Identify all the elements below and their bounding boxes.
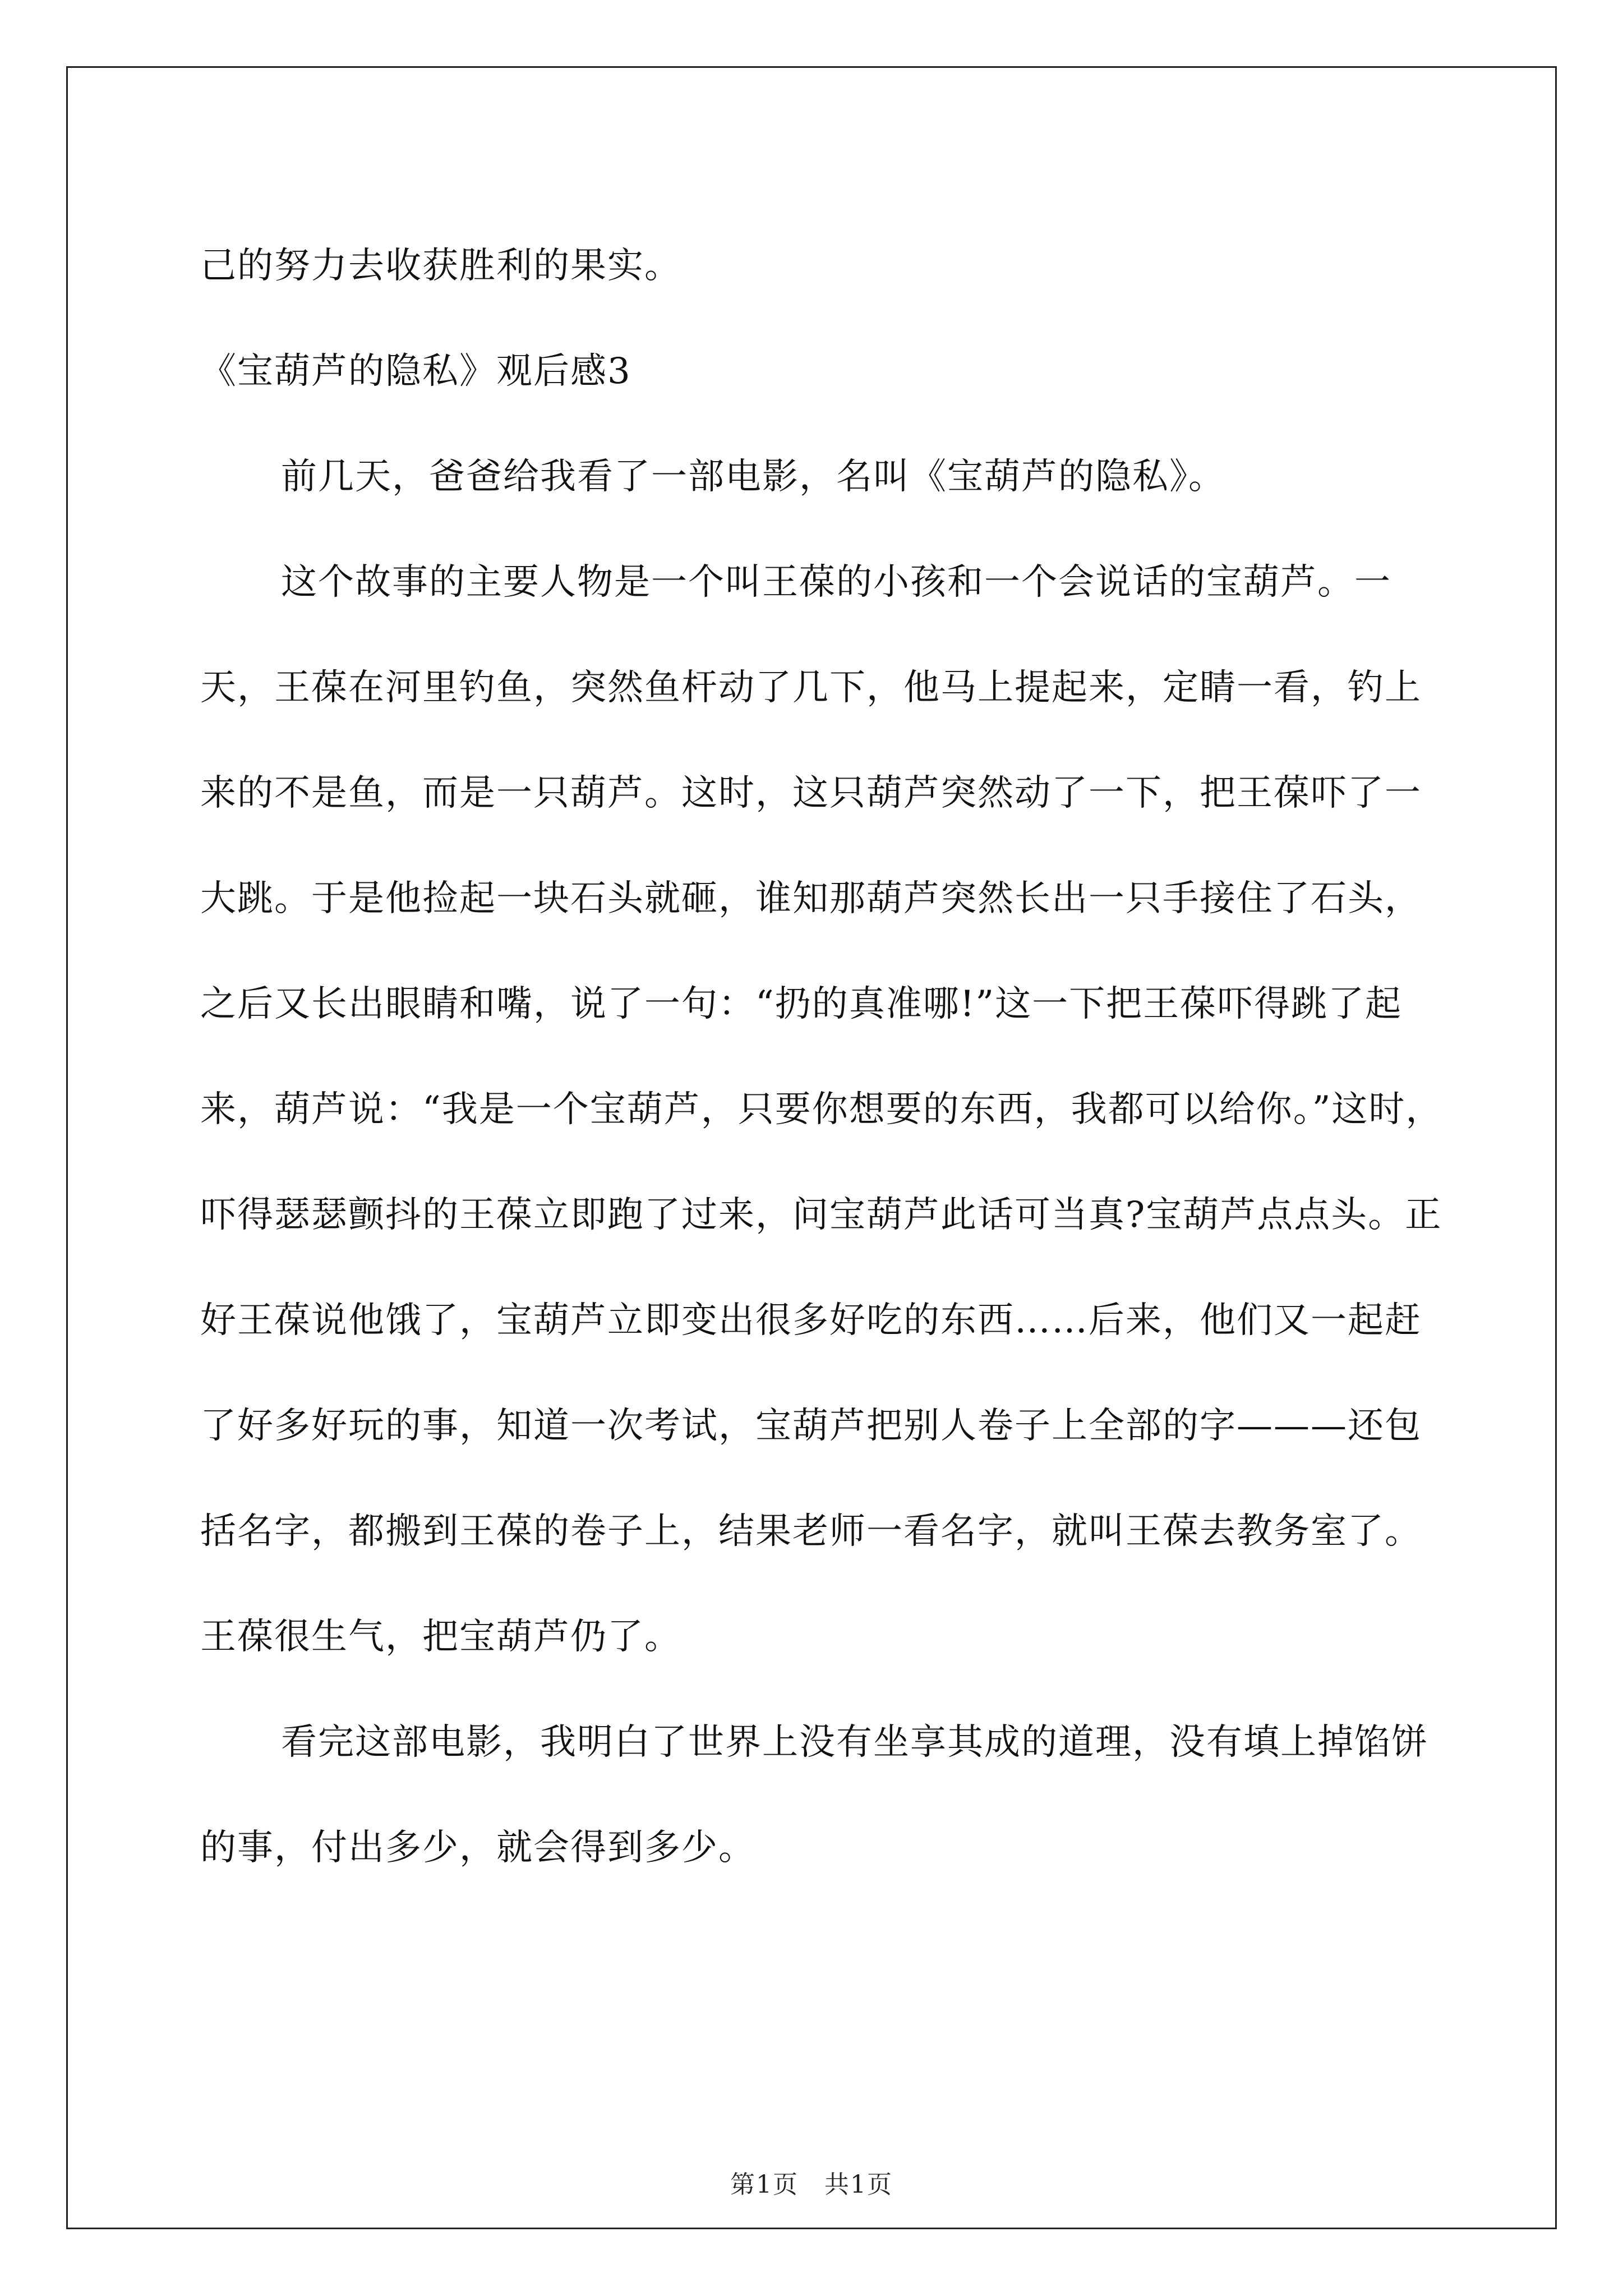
paragraph-intro: 前几天，爸爸给我看了一部电影，名叫《宝葫芦的隐私》。 [281, 456, 1225, 498]
paragraph-conclusion: 看完这部电影，我明白了世界上没有坐享其成的道理，没有填上掉馅饼的事，付出多少，就会得到多少。 [200, 1722, 1428, 1869]
section-title: 《宝葫芦的隐私》观后感3 [200, 351, 631, 392]
carryover-line: 己的努力去收获胜利的果实。 [200, 245, 681, 287]
page-number-footer: 第1页 共1页 [730, 2170, 893, 2199]
document-body [200, 213, 1451, 1901]
paragraph-story: 这个故事的主要人物是一个叫王葆的小孩和一个会说话的宝葫芦。一天，王葆在河里钓鱼，突然鱼杆动了几下，他马上提起来，定睛一看，钓上来的不是鱼，而是一只葫芦。这时，这只葫芦突然动了一下，把王葆吓了一大跳。于是他捡起一块石头就砸，谁知那葫芦突然长出一只手接住了石头，之后又长出眼睛和嘴，说了一句：“扔的真准哪!”这一下把王葆吓得跳了起来，葫芦说：“我是一个宝葫芦，只要你想要的东西，我都可以给你。”这时，吓得瑟瑟颤抖的王葆立即跑了过来，问宝葫芦此话可当真?宝葫芦点点头。正好王葆说他饿了，宝葫芦立即变出很多好吃的东西……后来，他们又一起赶了好多好玩的事，知道一次考试，宝葫芦把别人卷子上全部的字———还包括名字，都搬到王葆的卷子上，结果老师一看名字，就叫王葆去教务室了。王葆很生气，把宝葫芦仍了。 [200, 562, 1443, 1658]
